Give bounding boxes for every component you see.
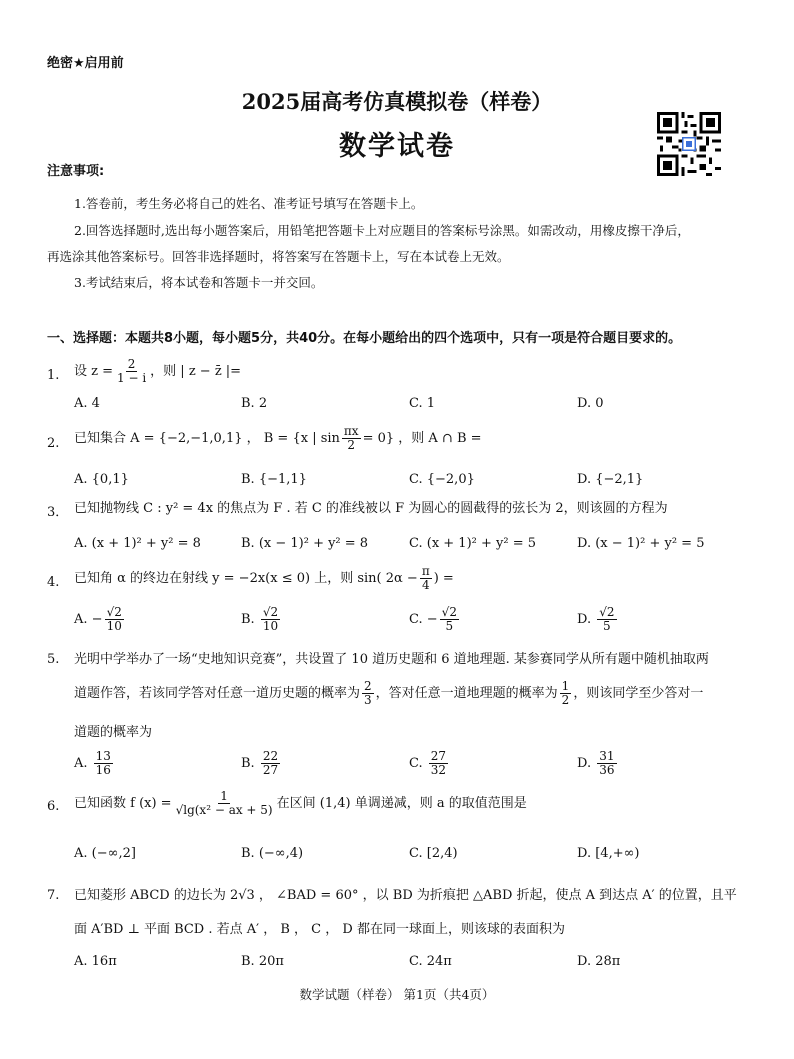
option-a: A. {0,1} <box>74 472 129 487</box>
question-stem-line: 光明中学举办了一场“史地知识竞赛”，共设置了 10 道历史题和 6 道地理题. 某参赛同学从所有题中随机抽取两 <box>74 652 709 667</box>
option-c: C. {−2,0} <box>409 472 475 487</box>
option-d: D. [4,+∞) <box>577 846 640 861</box>
option-b: B. $\frac{22}{27}$ <box>241 749 279 777</box>
question-stem-line: 道题作答，若该同学答对任意一道历史题的概率为 $\frac{2}{3}$ ，答对任意一道地理题的概率为 $\frac{1}{2}$ ，则该同学至少答对一 <box>74 679 704 707</box>
option-a: A. 16π <box>74 954 117 969</box>
question-number: 3． <box>47 505 69 520</box>
exam-title: 2025届高考仿真模拟卷（样卷） <box>241 89 553 114</box>
qr-code-icon <box>657 112 721 176</box>
question-stem: 设 z = $\frac{2}{1 - i}$ ，则 | z − z̄ |= <box>74 357 242 385</box>
question-number: 1. <box>47 368 60 383</box>
question-stem-line: 道题的概率为 <box>74 725 153 740</box>
notice-item: 2.回答选择题时,选出每小题答案后，用铅笔把答题卡上对应题目的答案标号涂黑。如需改动，用橡皮擦干净后， <box>74 223 690 238</box>
option-c: C. 1 <box>409 396 436 411</box>
option-b: B. 20π <box>241 954 284 969</box>
option-b: B. (−∞,4) <box>241 846 304 861</box>
question-stem: 已知抛物线 C : y² = 4x 的焦点为 F . 若 C 的准线被以 F 为圆心的圆截得的弦长为 2，则该圆的方程为 <box>74 501 668 516</box>
notice-item: 1.答卷前，考生务必将自己的姓名、准考证号填写在答题卡上。 <box>74 196 424 211</box>
option-a: A. $\frac{13}{16}$ <box>74 749 111 777</box>
option-a: A. (−∞,2] <box>74 846 136 861</box>
question-number: 4. <box>47 575 60 590</box>
notice-item: 3.考试结束后，将本试卷和答题卡一并交回。 <box>74 275 324 290</box>
question-stem: 已知角 α 的终边在射线 y = −2x(x ≤ 0) 上，则 sin( 2α − $\frac{\pi}{4}$ ) = <box>74 564 454 592</box>
option-d: D. $\frac{√2}{5}$ <box>577 605 615 633</box>
option-c: C. [2,4) <box>409 846 458 861</box>
option-c: C. 24π <box>409 954 452 969</box>
section-heading: 一、选择题：本题共8小题，每小题5分，共40分。在每小题给出的四个选项中，只有一项是符合题目要求的。 <box>47 331 682 346</box>
option-b: B. 2 <box>241 396 268 411</box>
option-d: D. 28π <box>577 954 621 969</box>
exam-subject: 数学试卷 <box>339 131 455 162</box>
option-a: A. − $\frac{√2}{10}$ <box>74 605 122 633</box>
option-b: B. $\frac{√2}{10}$ <box>241 605 279 633</box>
option-d: D. 0 <box>577 396 604 411</box>
option-c: C. $\frac{27}{32}$ <box>409 749 447 777</box>
question-stem-line: 面 A′BD ⊥ 平面 BCD . 若点 A′ ， B ， C ， D 都在同一球面上，则该球的表面积为 <box>74 922 565 937</box>
notice-item: 再选涂其他答案标号。回答非选择题时，将答案写在答题卡上，写在本试卷上无效。 <box>47 249 510 264</box>
question-number: 6. <box>47 799 60 814</box>
question-number: 5. <box>47 652 60 667</box>
option-a: A. 4 <box>74 396 100 411</box>
option-d: D. (x − 1)² + y² = 5 <box>577 536 705 551</box>
option-b: B. (x − 1)² + y² = 8 <box>241 536 369 551</box>
option-a: A. (x + 1)² + y² = 8 <box>74 536 201 551</box>
question-number: 2. <box>47 436 60 451</box>
option-c: C. − $\frac{√2}{5}$ <box>409 605 457 633</box>
question-stem: 已知集合 A = {−2,−1,0,1} ， B = {x | sin $\frac{\pi x}{2}$ = 0} ，则 A ∩ B = <box>74 424 482 452</box>
option-c: C. (x + 1)² + y² = 5 <box>409 536 537 551</box>
confidential-mark: 绝密★启用前 <box>47 56 124 71</box>
option-d: D. {−2,1} <box>577 472 644 487</box>
question-number: 7. <box>47 888 60 903</box>
page-footer: 数学试题（样卷） 第1页（共4页） <box>299 987 495 1002</box>
question-stem-line: 已知菱形 ABCD 的边长为 2√3 ， ∠BAD = 60° ，以 BD 为折痕把 △ABD 折起，使点 A 到达点 A′ 的位置，且平 <box>74 888 737 903</box>
option-d: D. $\frac{31}{36}$ <box>577 749 615 777</box>
question-stem: 已知函数 f (x) = $\frac{1}{\text{√lg(x² − ax + 5)}}$ 在区间 (1,4) 单调递减，则 a 的取值范围是 <box>74 789 527 817</box>
notice-heading: 注意事项: <box>47 164 105 179</box>
option-b: B. {−1,1} <box>241 472 307 487</box>
